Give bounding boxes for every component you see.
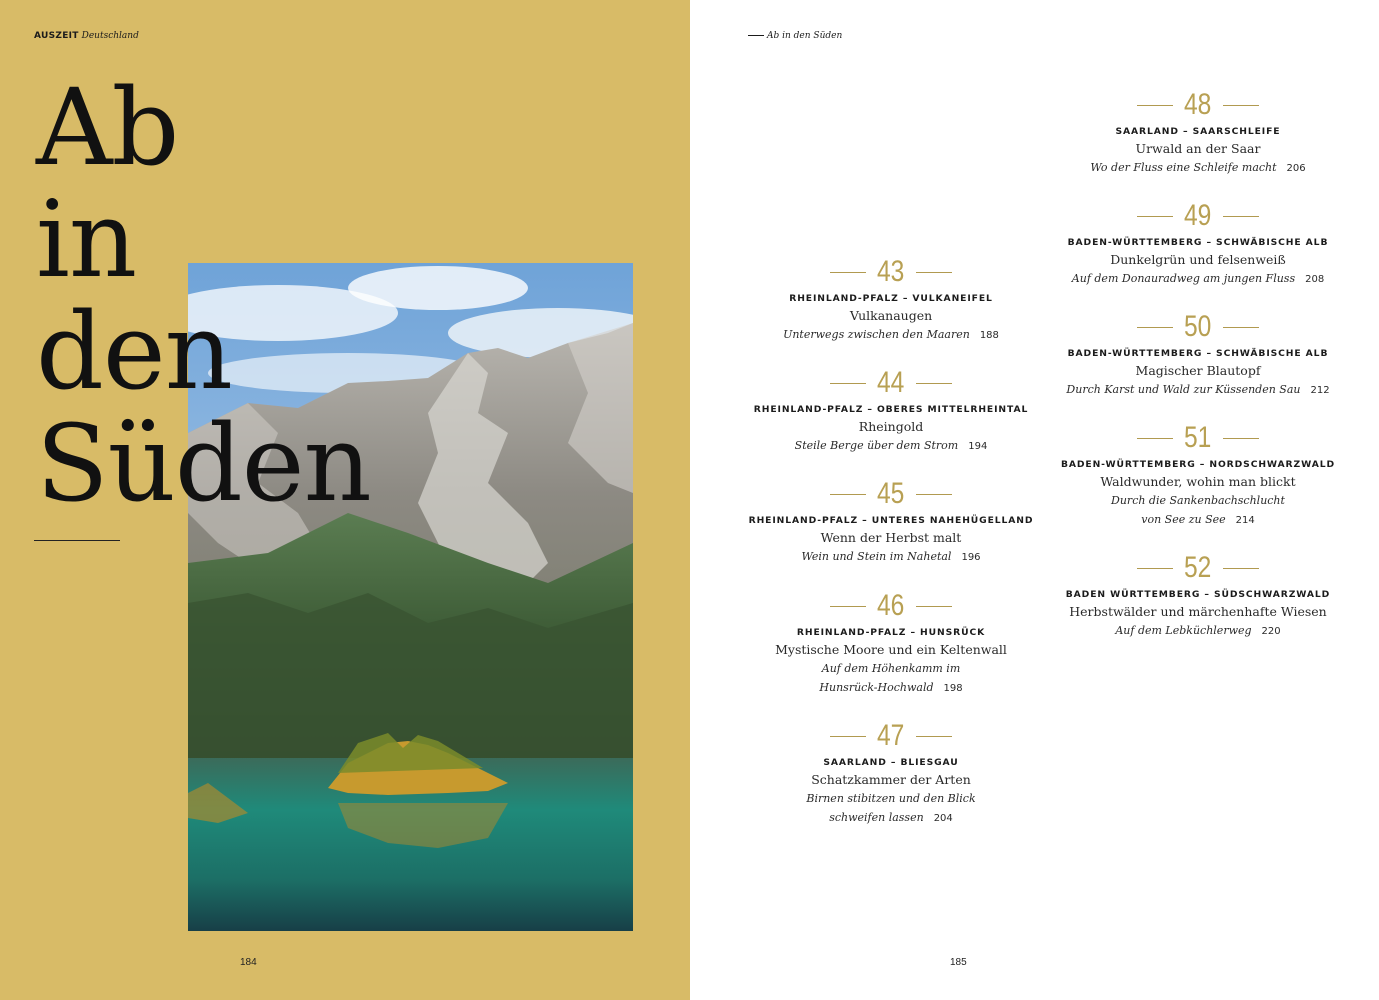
entry-region: BADEN-WÜRTTEMBERG – SCHWÄBISCHE ALB [1067,237,1329,248]
entry-page: 204 [933,813,953,824]
number-rule-right [916,606,952,607]
right-page [690,0,1379,1000]
running-head-section-title: Ab in den Süden [767,31,843,41]
number-rule-right [916,494,952,495]
entry-number-row [1048,550,1348,586]
entry-number: 50 [1184,310,1212,343]
entry-subtitle-line: Durch Karst und Wald zur Küssenden Sau [1066,383,1301,396]
entry-number: 52 [1184,551,1212,584]
entry-region: SAARLAND – BLIESGAU [823,757,959,768]
entry-title: Rheingold [858,419,924,434]
entry-page: 196 [961,552,981,563]
entry-subtitle-line: schweifen lassen [829,811,924,824]
toc-entry-44[interactable] [741,365,1041,456]
entry-number-row [741,476,1041,512]
title-underline [34,540,120,541]
entry-region: RHEINLAND-PFALZ – VULKANEIFEL [789,293,993,304]
number-rule-right [916,272,952,273]
toc-entry-45[interactable] [741,476,1041,567]
number-rule-right [1223,438,1259,439]
toc-entry-50[interactable] [1048,309,1348,400]
entry-subtitle-line: Auf dem Donauradweg am jungen Fluss [1071,272,1296,285]
number-rule-left [1137,216,1173,217]
entry-subtitle-line: Auf dem Höhenkamm im [821,662,961,675]
entry-number-row [1048,420,1348,456]
entry-page: 208 [1305,274,1325,285]
toc-entry-48[interactable] [1048,87,1348,178]
entry-subtitle [1048,491,1348,510]
entry-subtitle-line: Unterwegs zwischen den Maaren [783,328,970,341]
entry-title: Waldwunder, wohin man blickt [1100,474,1296,489]
entry-number-row [1048,198,1348,234]
toc-entry-43[interactable] [741,254,1041,345]
entry-region: BADEN WÜRTTEMBERG – SÜDSCHWARZWALD [1065,589,1331,600]
entry-subtitle-line: Durch die Sankenbachschlucht [1111,494,1285,507]
running-head-brand: AUSZEIT [34,31,79,41]
number-rule-right [1223,105,1259,106]
chapter-title-line: Süden [36,402,371,525]
entry-number-row [741,254,1041,290]
page-number-left: 184 [240,957,257,968]
entry-subtitle [741,547,1041,567]
entry-subtitle [741,325,1041,345]
entry-title: Mystische Moore und ein Keltenwall [775,642,1007,657]
entry-number: 49 [1184,199,1212,232]
entry-number-row [1048,309,1348,345]
entry-subtitle [741,678,1041,698]
entry-number: 47 [877,719,905,752]
chapter-title [36,66,371,525]
chapter-title-line: den [36,290,232,413]
entry-region: RHEINLAND-PFALZ – OBERES MITTELRHEINTAL [753,404,1029,415]
entry-number-row [741,365,1041,401]
entry-subtitle-line: von See zu See [1141,513,1226,526]
running-head-left [34,31,139,41]
number-rule-left [1137,568,1173,569]
running-head-book-title: Deutschland [81,31,139,41]
entry-subtitle [741,659,1041,678]
entry-region: RHEINLAND-PFALZ – HUNSRÜCK [796,627,986,638]
entry-page: 198 [943,683,963,694]
entry-region: BADEN-WÜRTTEMBERG – SCHWÄBISCHE ALB [1067,348,1329,359]
toc-entry-46[interactable] [741,588,1041,698]
toc-entry-47[interactable] [741,718,1041,828]
entry-title: Magischer Blautopf [1135,363,1261,378]
entry-page: 214 [1235,515,1255,526]
entry-number: 44 [877,366,905,399]
entry-title: Vulkanaugen [849,308,933,323]
chapter-title-line: Ab [36,66,179,189]
entry-subtitle [741,436,1041,456]
entry-subtitle [1048,380,1348,400]
entry-title: Herbstwälder und märchenhafte Wiesen [1069,604,1327,619]
number-rule-left [1137,327,1173,328]
entry-region: RHEINLAND-PFALZ – UNTERES NAHEHÜGELLAND [748,515,1034,526]
number-rule-left [830,383,866,384]
entry-page: 212 [1310,385,1330,396]
number-rule-right [1223,216,1259,217]
number-rule-right [1223,568,1259,569]
entry-number: 43 [877,255,905,288]
entry-number: 51 [1184,421,1212,454]
entry-subtitle [1048,621,1348,641]
number-rule-right [1223,327,1259,328]
entry-number-row [741,588,1041,624]
entry-number: 46 [877,589,905,622]
number-rule-left [830,736,866,737]
entry-region: SAARLAND – SAARSCHLEIFE [1115,126,1281,137]
chapter-title-line: in [36,178,137,301]
number-rule-left [1137,438,1173,439]
entry-subtitle [741,808,1041,828]
entry-subtitle-line: Birnen stibitzen und den Blick [806,792,976,805]
entry-page: 220 [1261,626,1281,637]
number-rule-left [830,606,866,607]
entry-region: BADEN-WÜRTTEMBERG – NORDSCHWARZWALD [1060,459,1336,470]
number-rule-left [1137,105,1173,106]
entry-subtitle [1048,510,1348,530]
entry-subtitle-line: Wein und Stein im Nahetal [801,550,952,563]
entry-subtitle-line: Wo der Fluss eine Schleife macht [1090,161,1277,174]
entry-page: 194 [968,441,988,452]
entry-subtitle [1048,158,1348,178]
entry-subtitle-line: Steile Berge über dem Strom [794,439,959,452]
number-rule-left [830,272,866,273]
entry-page: 188 [979,330,999,341]
number-rule-left [830,494,866,495]
entry-subtitle [1048,269,1348,289]
entry-page: 206 [1286,163,1306,174]
toc-entry-52[interactable] [1048,550,1348,641]
entry-number-row [1048,87,1348,123]
entry-subtitle-line: Hunsrück-Hochwald [819,681,934,694]
entry-title: Schatzkammer der Arten [811,772,971,787]
entry-number: 48 [1184,88,1212,121]
running-head-dash [748,35,764,36]
entry-title: Urwald an der Saar [1135,141,1261,156]
entry-subtitle-line: Auf dem Lebküchlerweg [1115,624,1252,637]
entry-title: Dunkelgrün und felsenweiß [1110,252,1286,267]
entry-subtitle [741,789,1041,808]
entry-number-row [741,718,1041,754]
running-head-right [748,31,842,41]
number-rule-right [916,736,952,737]
toc-entry-49[interactable] [1048,198,1348,289]
page-number-right: 185 [950,957,967,968]
entry-title: Wenn der Herbst malt [820,530,962,545]
entry-number: 45 [877,477,905,510]
toc-entry-51[interactable] [1048,420,1348,530]
number-rule-right [916,383,952,384]
